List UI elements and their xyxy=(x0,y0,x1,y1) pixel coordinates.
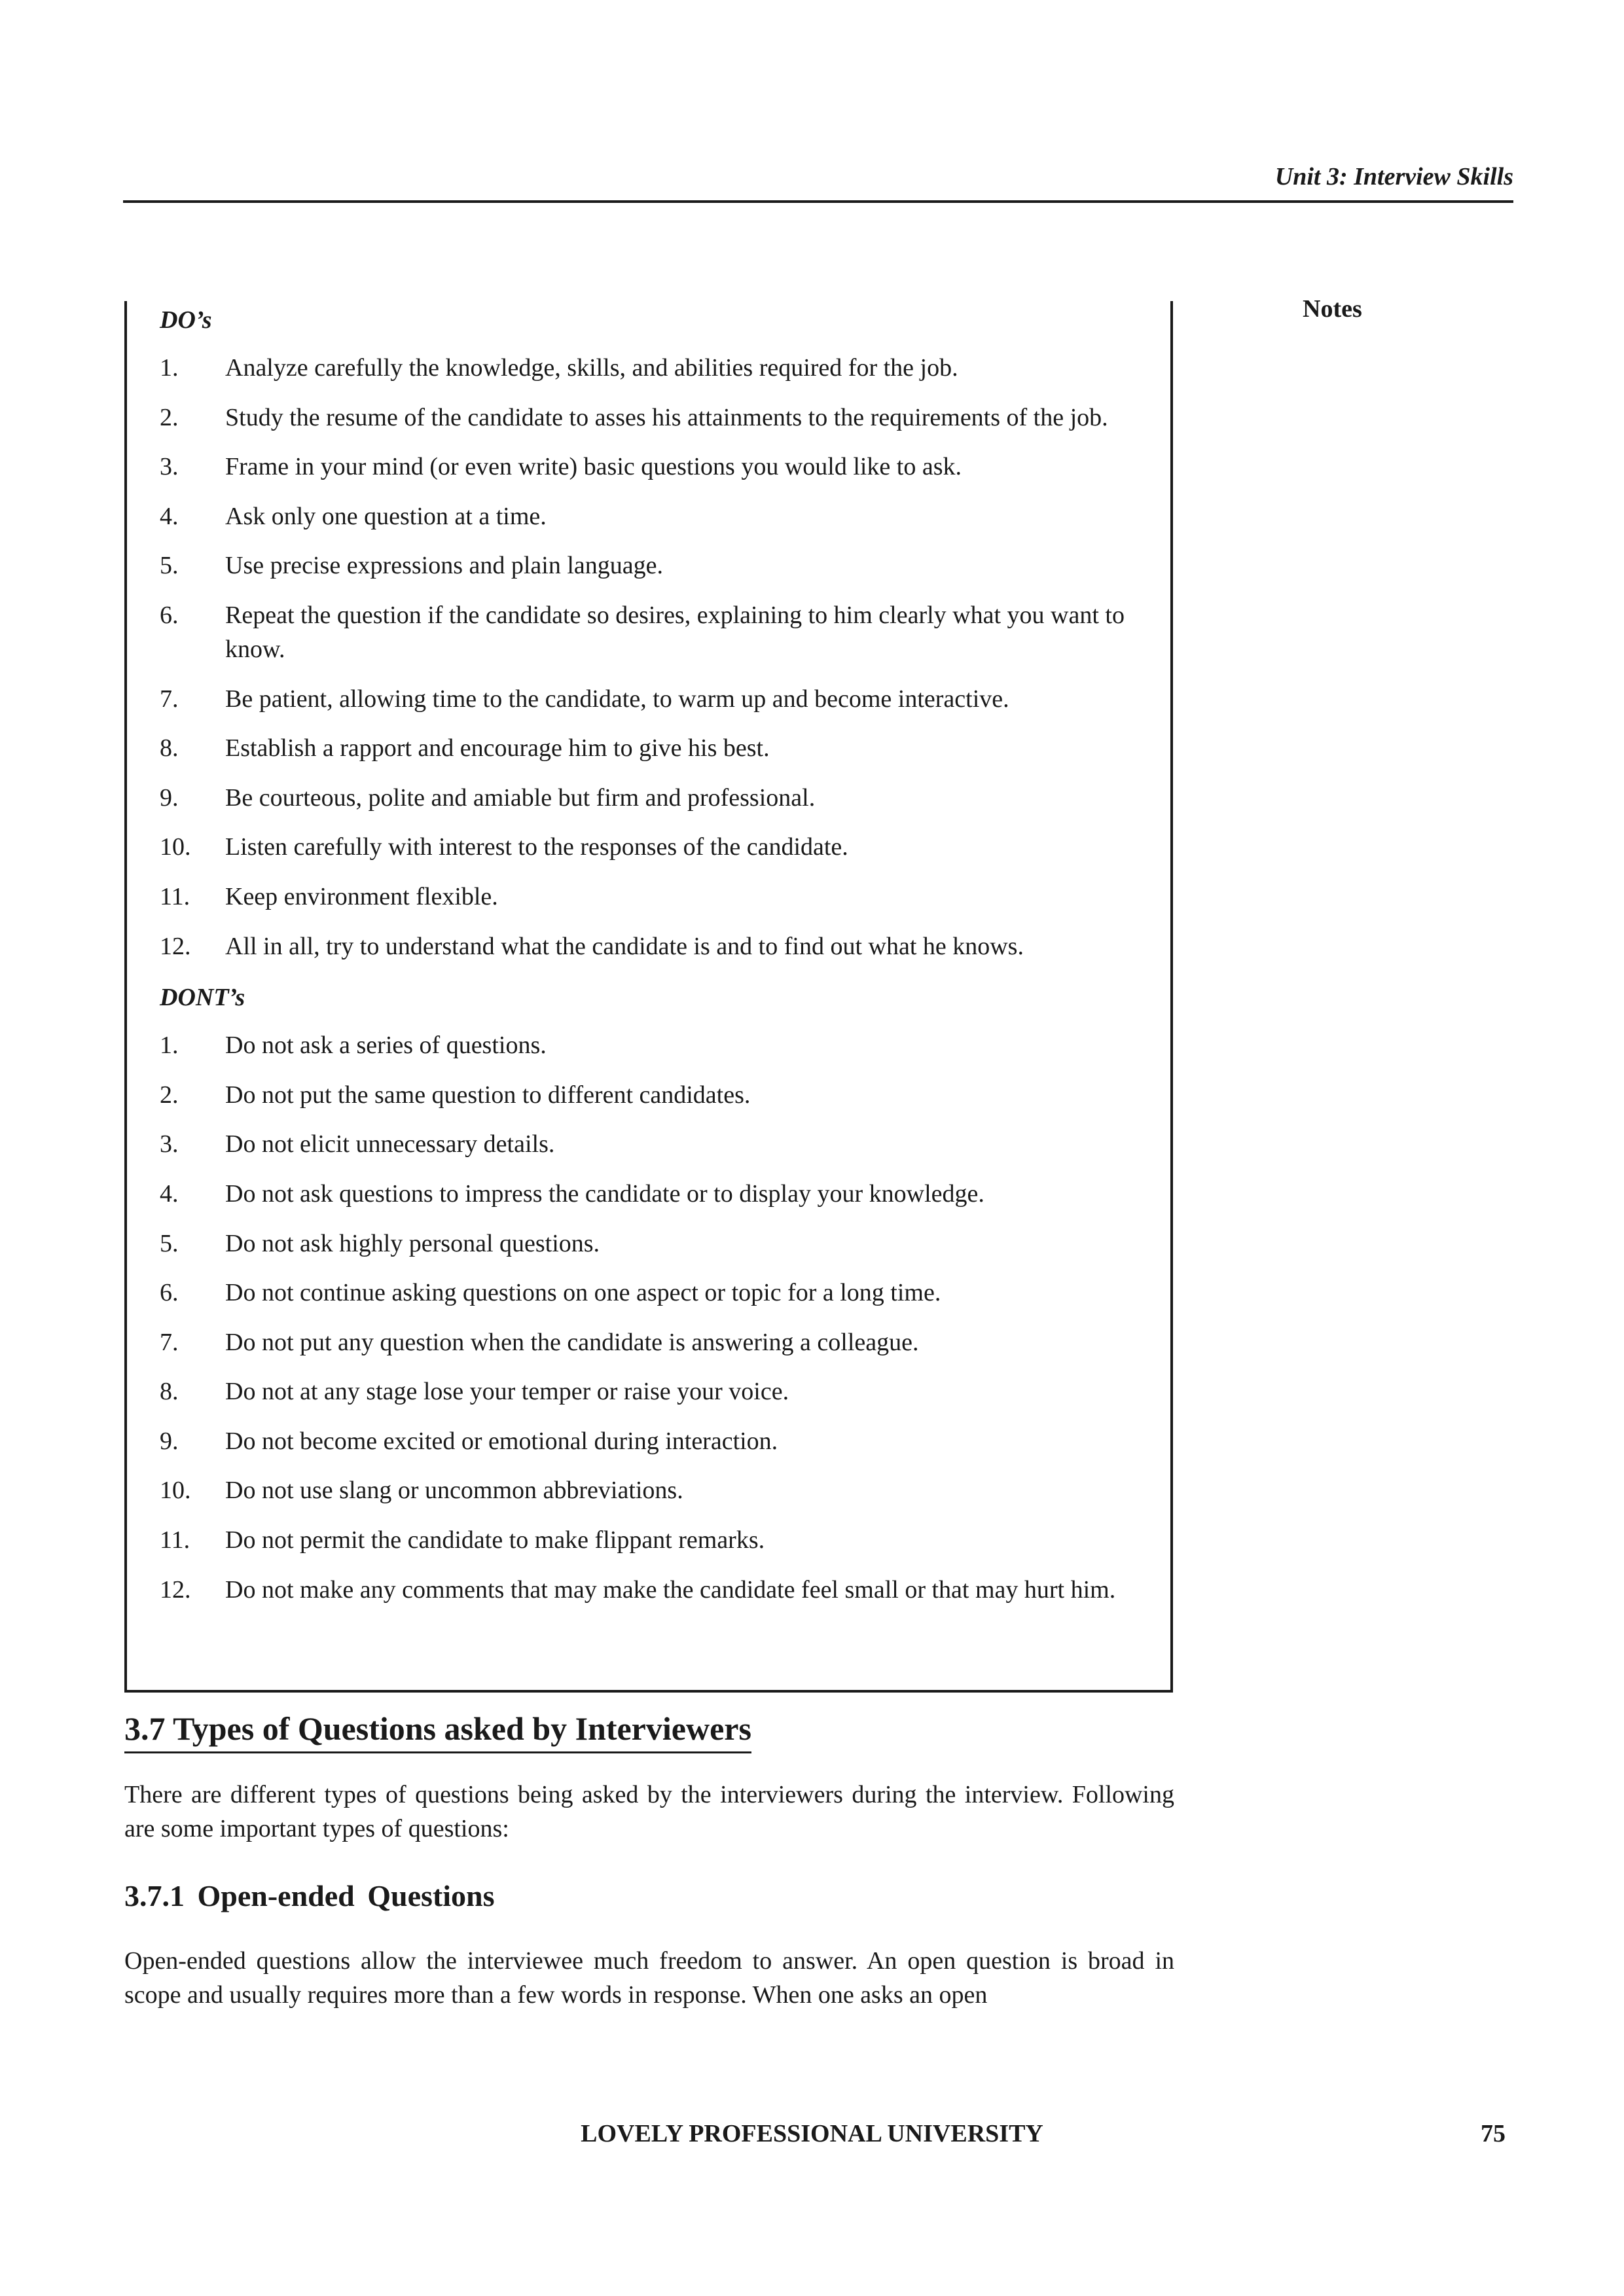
do-item-number: 9. xyxy=(160,783,179,812)
subsection-heading: 3.7.1 Open-ended Questions xyxy=(124,1879,495,1912)
dont-item xyxy=(160,1028,1155,1062)
do-item-number: 5. xyxy=(160,552,179,580)
dont-item xyxy=(160,1523,1155,1557)
do-item xyxy=(160,781,1155,815)
dont-item-number: 11. xyxy=(160,1526,190,1554)
do-item-number: 7. xyxy=(160,685,179,713)
do-item-number: 2. xyxy=(160,403,179,431)
footer-university: LOVELY PROFESSIONAL UNIVERSITY xyxy=(581,2120,1043,2147)
do-item-text: Establish a rapport and encourage him to give his best. xyxy=(225,734,770,762)
do-item xyxy=(160,880,1155,914)
dont-item-text: Do not put the same question to different candidates. xyxy=(225,1081,751,1109)
dos-donts-box xyxy=(124,301,1173,1693)
dont-item-number: 10. xyxy=(160,1477,191,1505)
dos-heading: DO’s xyxy=(160,306,212,334)
dont-item-number: 1. xyxy=(160,1031,179,1060)
dont-item xyxy=(160,1374,1155,1408)
do-item-text: Analyze carefully the knowledge, skills, and abilities required for the job. xyxy=(225,354,958,382)
do-item xyxy=(160,548,1155,583)
open-ended-paragraph: Open-ended questions allow the interviewee much freedom to answer. An open question is broad in scope and usually requires more than a few words in response. When one asks an open xyxy=(124,1947,1174,2009)
do-item-text: All in all, try to understand what the candidate is and to find out what he knows. xyxy=(225,932,1024,960)
dont-item-text: Do not continue asking questions on one aspect or topic for a long time. xyxy=(225,1279,941,1307)
do-item xyxy=(160,401,1155,435)
dont-item-number: 3. xyxy=(160,1130,179,1158)
do-item xyxy=(160,830,1155,864)
dont-item-text: Do not make any comments that may make the candidate feel small or that may hurt him. xyxy=(225,1575,1116,1604)
notes-label: Notes xyxy=(1303,295,1362,323)
section-intro-paragraph: There are different types of questions being asked by the interviewers during the interview. Following are some important types of questions: xyxy=(124,1781,1174,1842)
do-item xyxy=(160,499,1155,533)
dont-item-text: Do not use slang or uncommon abbreviations. xyxy=(225,1477,683,1505)
do-item xyxy=(160,929,1155,963)
dont-item-number: 12. xyxy=(160,1575,191,1604)
dont-item-number: 6. xyxy=(160,1279,179,1307)
do-item-text: Ask only one question at a time. xyxy=(225,502,547,530)
do-item xyxy=(160,682,1155,716)
dont-item-number: 5. xyxy=(160,1229,179,1257)
dont-item xyxy=(160,1573,1155,1607)
dont-item-text: Do not ask questions to impress the candidate or to display your knowledge. xyxy=(225,1179,984,1208)
donts-list xyxy=(160,1028,1155,1607)
dont-item-text: Do not become excited or emotional during interaction. xyxy=(225,1427,778,1455)
do-item-text: Repeat the question if the candidate so desires, explaining to him clearly what you want to know. xyxy=(225,601,1125,663)
section-heading: 3.7 Types of Questions asked by Interviewers xyxy=(124,1710,751,1753)
do-item xyxy=(160,450,1155,484)
dont-item xyxy=(160,1177,1155,1211)
page-number: 75 xyxy=(1481,2120,1506,2147)
dont-item xyxy=(160,1127,1155,1161)
do-item-text: Keep environment flexible. xyxy=(225,882,498,910)
dont-item xyxy=(160,1473,1155,1507)
do-item-number: 10. xyxy=(160,833,191,861)
do-item-number: 3. xyxy=(160,453,179,481)
dont-item-number: 9. xyxy=(160,1427,179,1455)
do-item-number: 6. xyxy=(160,601,179,629)
do-item xyxy=(160,598,1155,666)
do-item xyxy=(160,351,1155,385)
do-item-number: 1. xyxy=(160,354,179,382)
dont-item-number: 4. xyxy=(160,1179,179,1208)
do-item-text: Use precise expressions and plain language. xyxy=(225,552,664,580)
do-item-number: 4. xyxy=(160,502,179,530)
dont-item xyxy=(160,1227,1155,1261)
dont-item-text: Do not permit the candidate to make flippant remarks. xyxy=(225,1526,765,1554)
dont-item-text: Do not at any stage lose your temper or raise your voice. xyxy=(225,1378,789,1406)
do-item-number: 12. xyxy=(160,932,191,960)
dont-item-text: Do not put any question when the candidate is answering a colleague. xyxy=(225,1328,919,1356)
dont-item-number: 7. xyxy=(160,1328,179,1356)
dont-item xyxy=(160,1325,1155,1359)
do-item-text: Study the resume of the candidate to asses his attainments to the requirements of the job. xyxy=(225,403,1108,431)
dont-item-text: Do not ask highly personal questions. xyxy=(225,1229,600,1257)
dos-list xyxy=(160,351,1155,963)
donts-heading: DONT’s xyxy=(160,984,245,1012)
do-item-number: 11. xyxy=(160,882,190,910)
dont-item xyxy=(160,1276,1155,1310)
do-item-text: Be patient, allowing time to the candidate, to warm up and become interactive. xyxy=(225,685,1009,713)
dos-donts-content xyxy=(160,301,1155,1622)
dont-item-number: 2. xyxy=(160,1081,179,1109)
dont-item-number: 8. xyxy=(160,1378,179,1406)
do-item-text: Be courteous, polite and amiable but firm and professional. xyxy=(225,783,816,812)
do-item xyxy=(160,731,1155,765)
do-item-text: Frame in your mind (or even write) basic questions you would like to ask. xyxy=(225,453,962,481)
running-header: Unit 3: Interview Skills xyxy=(123,162,1513,203)
dont-item-text: Do not elicit unnecessary details. xyxy=(225,1130,555,1158)
do-item-text: Listen carefully with interest to the responses of the candidate. xyxy=(225,833,848,861)
dont-item xyxy=(160,1078,1155,1112)
dont-item xyxy=(160,1424,1155,1458)
dont-item-text: Do not ask a series of questions. xyxy=(225,1031,547,1060)
do-item-number: 8. xyxy=(160,734,179,762)
